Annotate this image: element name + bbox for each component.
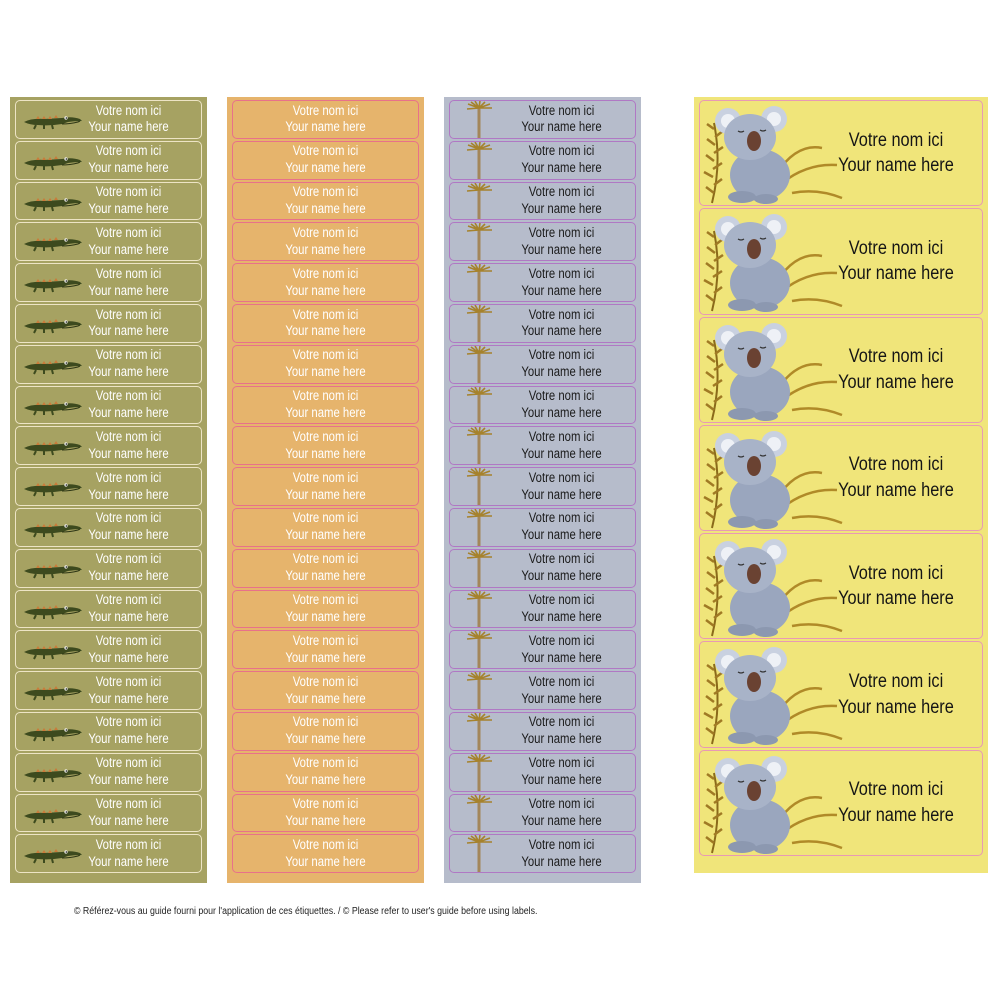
name-english: Your name here [88,404,169,420]
name-english: Your name here [521,608,602,624]
name-english: Your name here [88,772,169,788]
name-french: Votre nom ici [292,347,359,363]
name-label [449,141,636,180]
name-english: Your name here [88,241,169,257]
label-text [500,264,623,301]
name-french: Votre nom ici [528,755,595,771]
palm-tree-icon [464,142,494,180]
label-text [68,142,190,179]
label-text [68,591,190,628]
name-french: Votre nom ici [528,388,595,404]
label-text [248,672,403,709]
name-english: Your name here [88,568,169,584]
name-english: Your name here [88,812,169,828]
name-french: Votre nom ici [95,469,162,485]
name-english: Your name here [285,404,366,420]
name-french: Votre nom ici [292,388,359,404]
name-english: Your name here [838,696,954,718]
label-text [68,427,190,464]
name-english: Your name here [521,568,602,584]
name-french: Votre nom ici [95,184,162,200]
name-label [449,753,636,792]
label-text [68,305,190,342]
name-english: Your name here [88,649,169,665]
name-label [15,263,202,302]
name-label [232,426,419,465]
name-french: Votre nom ici [292,428,359,444]
label-text [68,101,190,138]
name-english: Your name here [521,241,602,257]
palm-tree-icon [464,387,494,425]
name-english: Your name here [88,200,169,216]
name-english: Your name here [88,853,169,869]
name-french: Votre nom ici [528,224,595,240]
name-label [232,671,419,710]
name-english: Your name here [838,263,954,285]
label-text [500,305,623,342]
name-label [15,753,202,792]
name-label [15,467,202,506]
name-label [449,100,636,139]
label-text [248,427,403,464]
label-text [822,426,970,530]
name-label [449,712,636,751]
name-english: Your name here [838,804,954,826]
name-french: Votre nom ici [528,673,595,689]
label-text [500,101,623,138]
label-text [500,672,623,709]
name-french: Votre nom ici [292,224,359,240]
label-text [500,183,623,220]
name-english: Your name here [521,812,602,828]
label-text [68,509,190,546]
palm-tree-icon [464,509,494,547]
name-label [449,794,636,833]
name-english: Your name here [285,608,366,624]
name-label [232,141,419,180]
label-text [68,223,190,260]
name-label [232,834,419,873]
label-text [500,713,623,750]
name-english: Your name here [285,649,366,665]
name-french: Votre nom ici [292,836,359,852]
name-french: Votre nom ici [528,143,595,159]
name-label [15,304,202,343]
name-label [232,508,419,547]
name-label [15,508,202,547]
label-text [500,754,623,791]
name-label [15,222,202,261]
name-french: Votre nom ici [292,184,359,200]
name-english: Your name here [521,853,602,869]
name-english: Your name here [521,527,602,543]
name-french: Votre nom ici [528,632,595,648]
name-english: Your name here [285,772,366,788]
name-english: Your name here [285,812,366,828]
name-label [232,794,419,833]
name-french: Votre nom ici [95,673,162,689]
name-french: Votre nom ici [95,796,162,812]
label-text [248,509,403,546]
name-english: Your name here [285,445,366,461]
name-label [449,386,636,425]
label-text [68,835,190,872]
palm-tree-icon [464,591,494,629]
name-french: Votre nom ici [528,592,595,608]
label-text [68,672,190,709]
label-text [68,550,190,587]
name-french: Votre nom ici [528,469,595,485]
label-text [248,795,403,832]
palm-tree-icon [464,264,494,302]
palm-tree-icon [464,713,494,751]
palm-tree-icon [464,223,494,261]
label-text [500,468,623,505]
name-english: Your name here [521,690,602,706]
name-french: Votre nom ici [95,428,162,444]
name-french: Votre nom ici [292,673,359,689]
label-text [500,591,623,628]
name-label [15,345,202,384]
name-french: Votre nom ici [95,265,162,281]
name-french: Votre nom ici [95,836,162,852]
name-label [449,834,636,873]
name-english: Your name here [521,404,602,420]
name-french: Votre nom ici [292,796,359,812]
name-label [232,386,419,425]
name-english: Your name here [88,690,169,706]
palm-tree-icon [464,835,494,873]
label-text [68,631,190,668]
name-english: Your name here [88,445,169,461]
name-french: Votre nom ici [528,306,595,322]
name-english: Your name here [521,731,602,747]
name-english: Your name here [285,364,366,380]
name-label [232,590,419,629]
label-text [822,534,970,638]
palm-tree-icon [464,631,494,669]
palm-tree-icon [464,754,494,792]
palm-tree-icon [464,183,494,221]
label-text [500,387,623,424]
name-french: Votre nom ici [95,714,162,730]
name-label [449,671,636,710]
label-text [822,101,970,205]
name-french: Votre nom ici [95,143,162,159]
name-french: Votre nom ici [292,714,359,730]
name-label [232,182,419,221]
name-french: Votre nom ici [528,428,595,444]
name-french: Votre nom ici [292,265,359,281]
name-french: Votre nom ici [95,306,162,322]
label-text [500,223,623,260]
label-text [248,591,403,628]
label-text [68,387,190,424]
name-label [699,208,983,314]
name-french: Votre nom ici [95,224,162,240]
palm-tree-icon [464,346,494,384]
name-label [449,630,636,669]
name-english: Your name here [838,371,954,393]
name-label [232,222,419,261]
name-french: Votre nom ici [528,836,595,852]
name-french: Votre nom ici [292,510,359,526]
name-label [699,750,983,856]
name-english: Your name here [88,527,169,543]
name-label [15,671,202,710]
label-text [500,550,623,587]
label-text [68,754,190,791]
name-label [699,641,983,747]
palm-tree-icon [464,672,494,710]
label-text [248,101,403,138]
label-text [500,142,623,179]
name-english: Your name here [521,160,602,176]
name-english: Your name here [285,241,366,257]
name-french: Votre nom ici [95,592,162,608]
name-english: Your name here [838,155,954,177]
label-text [248,387,403,424]
name-french: Votre nom ici [95,347,162,363]
footer-note: © Référez-vous au guide fourni pour l'application de ces étiquettes. / © Please refer to user's guide before using labels. [74,906,538,917]
name-label [15,549,202,588]
name-label [699,317,983,423]
palm-tree-icon [464,795,494,833]
name-french: Votre nom ici [292,143,359,159]
name-english: Your name here [88,160,169,176]
name-english: Your name here [521,200,602,216]
name-label [232,549,419,588]
name-label [699,100,983,206]
palm-tree-icon [464,427,494,465]
name-label [449,590,636,629]
name-label [449,508,636,547]
palm-tree-icon [464,550,494,588]
label-text [500,835,623,872]
name-english: Your name here [285,323,366,339]
label-text [68,713,190,750]
name-french: Votre nom ici [848,562,944,584]
label-text [68,795,190,832]
name-label [232,712,419,751]
name-label [15,834,202,873]
name-english: Your name here [521,649,602,665]
name-english: Your name here [285,486,366,502]
name-label [15,100,202,139]
name-french: Votre nom ici [292,306,359,322]
label-text [500,427,623,464]
name-english: Your name here [838,480,954,502]
name-french: Votre nom ici [95,551,162,567]
label-text [248,142,403,179]
label-text [822,642,970,746]
name-label [449,263,636,302]
name-english: Your name here [285,690,366,706]
label-text [822,209,970,313]
name-english: Your name here [88,323,169,339]
name-french: Votre nom ici [292,551,359,567]
name-french: Votre nom ici [292,469,359,485]
name-english: Your name here [285,200,366,216]
name-english: Your name here [88,364,169,380]
name-english: Your name here [285,282,366,298]
label-text [822,751,970,855]
name-french: Votre nom ici [848,237,944,259]
label-text [248,183,403,220]
name-label [449,182,636,221]
label-sheet-koala [694,97,988,873]
label-sheet-palm [444,97,641,883]
name-english: Your name here [285,731,366,747]
name-french: Votre nom ici [95,755,162,771]
label-text [68,468,190,505]
name-french: Votre nom ici [528,796,595,812]
name-english: Your name here [521,486,602,502]
name-french: Votre nom ici [528,184,595,200]
name-french: Votre nom ici [95,632,162,648]
palm-tree-icon [464,305,494,343]
name-english: Your name here [521,364,602,380]
name-label [232,467,419,506]
name-english: Your name here [285,119,366,135]
name-french: Votre nom ici [848,346,944,368]
name-french: Votre nom ici [848,670,944,692]
name-english: Your name here [88,119,169,135]
label-text [500,509,623,546]
label-text [248,550,403,587]
name-english: Your name here [285,527,366,543]
name-label [449,426,636,465]
label-text [248,835,403,872]
name-french: Votre nom ici [95,388,162,404]
name-french: Votre nom ici [95,102,162,118]
name-english: Your name here [88,731,169,747]
name-english: Your name here [521,445,602,461]
name-label [449,549,636,588]
name-label [699,425,983,531]
name-label [15,386,202,425]
label-text [68,346,190,383]
name-label [15,590,202,629]
name-english: Your name here [88,282,169,298]
name-english: Your name here [285,568,366,584]
label-text [248,631,403,668]
label-text [248,713,403,750]
name-label [449,345,636,384]
name-label [449,467,636,506]
label-text [248,264,403,301]
name-label [15,426,202,465]
name-label [699,533,983,639]
name-label [232,345,419,384]
name-english: Your name here [838,588,954,610]
name-label [449,304,636,343]
name-english: Your name here [285,853,366,869]
name-french: Votre nom ici [528,102,595,118]
label-text [500,346,623,383]
name-french: Votre nom ici [848,779,944,801]
palm-tree-icon [464,468,494,506]
label-text [68,264,190,301]
name-label [15,712,202,751]
label-sheet-orange [227,97,424,883]
name-label [15,141,202,180]
name-label [15,182,202,221]
label-text [248,468,403,505]
name-label [232,630,419,669]
name-french: Votre nom ici [848,129,944,151]
name-label [232,100,419,139]
name-french: Votre nom ici [528,551,595,567]
label-text [248,305,403,342]
label-text [248,346,403,383]
label-text [248,223,403,260]
name-english: Your name here [521,119,602,135]
name-english: Your name here [88,608,169,624]
name-label [449,222,636,261]
name-french: Votre nom ici [292,755,359,771]
name-french: Votre nom ici [292,592,359,608]
name-label [232,263,419,302]
label-text [500,795,623,832]
palm-tree-icon [464,101,494,139]
label-text [68,183,190,220]
name-french: Votre nom ici [528,265,595,281]
name-english: Your name here [88,486,169,502]
label-text [500,631,623,668]
name-french: Votre nom ici [292,632,359,648]
name-english: Your name here [285,160,366,176]
name-french: Votre nom ici [528,714,595,730]
name-french: Votre nom ici [95,510,162,526]
name-label [232,304,419,343]
name-english: Your name here [521,282,602,298]
name-french: Votre nom ici [528,510,595,526]
label-text [822,318,970,422]
name-french: Votre nom ici [292,102,359,118]
name-label [232,753,419,792]
name-english: Your name here [521,772,602,788]
label-text [248,754,403,791]
name-label [15,794,202,833]
name-french: Votre nom ici [848,454,944,476]
name-english: Your name here [521,323,602,339]
name-label [15,630,202,669]
name-french: Votre nom ici [528,347,595,363]
label-sheet-crocodile [10,97,207,883]
